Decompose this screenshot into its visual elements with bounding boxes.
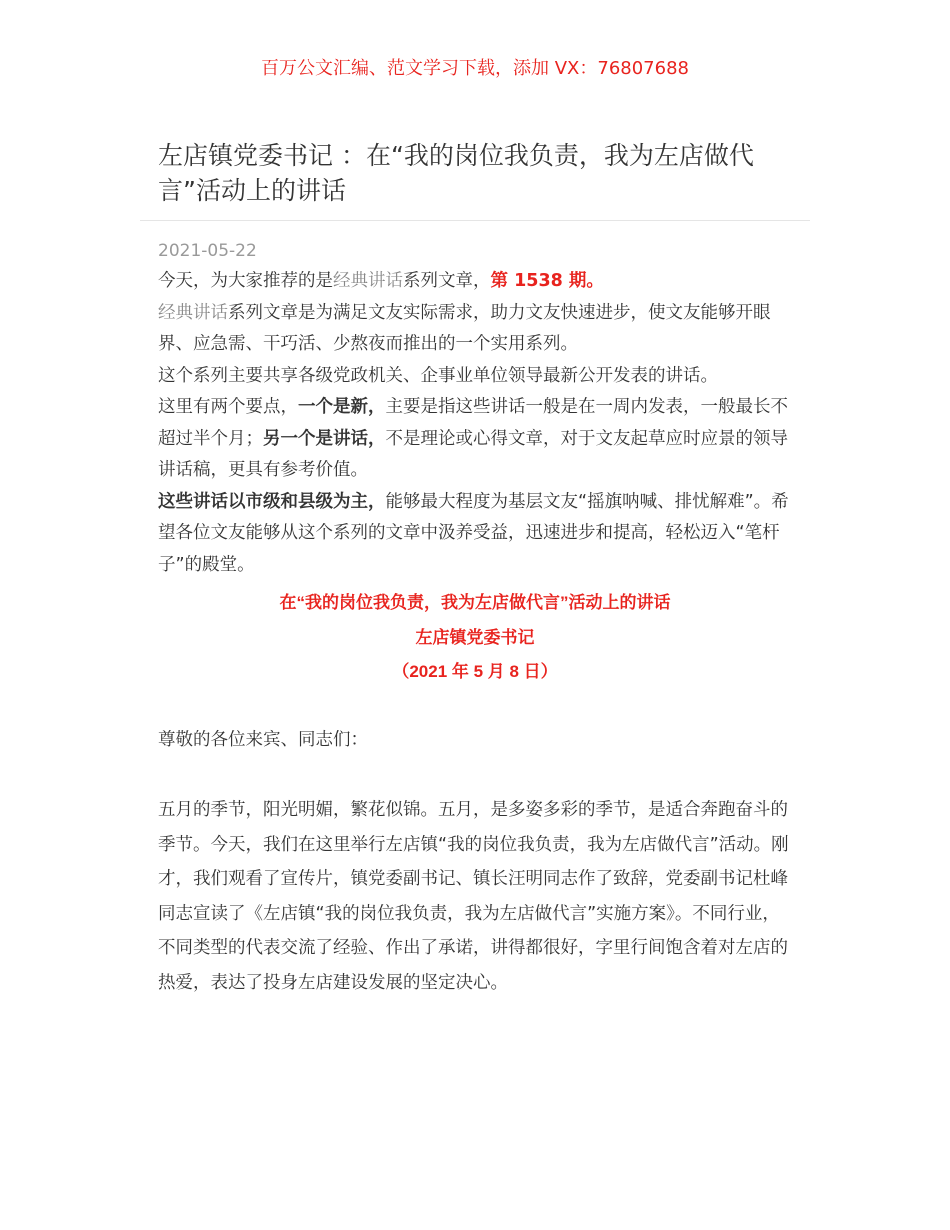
intro-text: 系列文章是为满足文友实际需求，助力文友快速进步，使文友能够开眼界、应急需、干巧活、少熬夜而推出的一个实用系列。 xyxy=(158,302,771,354)
salutation: 尊敬的各位来宾、同志们： xyxy=(158,730,368,750)
series-link[interactable]: 经典讲话 xyxy=(158,302,228,323)
intro-text: 不是理论或心得文章，对于文友起草应时应景的领导讲话稿，更具有参考价值。 xyxy=(158,428,788,480)
article-title: 左店镇党委书记 ：在“我的岗位我负责，我为左店做代言”活动上的讲话 xyxy=(158,141,754,205)
intro-section xyxy=(158,266,794,581)
intro-paragraph: 这个系列主要共享各级党政机关、企事业单位领导最新公开发表的讲话。 xyxy=(158,365,718,386)
speech-body xyxy=(158,793,794,1000)
intro-text: 主要是指这些讲话一般是在一周内发表，一般最长不超过半个月； xyxy=(158,397,788,449)
key-point: 一个是新， xyxy=(298,397,386,417)
speech-heading xyxy=(0,586,950,690)
issue-number: 第 1538 期。 xyxy=(490,271,604,291)
intro-text: 能够最大程度为基层文友“摇旗呐喊、排忧解难”。希望各位文友能够从这个系列的文章中汲养受益，迅速进步和提高，轻松迈入“笔杆子”的殿堂。 xyxy=(158,491,789,575)
key-point: 这些讲话以市级和县级为主， xyxy=(158,491,386,512)
intro-paragraph xyxy=(158,392,794,487)
key-point: 另一个是讲话， xyxy=(263,428,386,449)
intro-text: 系列文章， xyxy=(403,271,491,291)
speech-speaker: 左店镇党委书记 xyxy=(415,627,535,647)
title-divider xyxy=(140,220,810,221)
body-paragraph: 五月的季节，阳光明媚，繁花似锦。五月，是多姿多彩的季节，是适合奔跑奋斗的季节。今天，我们在这里举行左店镇“我的岗位我负责，我为左店做代言”活动。刚才，我们观看了宣传片，镇党委副书记、镇长汪明同志作了致辞，党委副书记杜峰同志宣读了《左店镇“我的岗位我负责，我为左店做代言”实施方案》。不同行业，不同类型的代表交流了经验、作出了承诺，讲得都很好，字里行间饱含着对左店的热爱，表达了投身左店建设发展的坚定决心。 xyxy=(158,800,789,993)
publish-date: 2021-05-22 xyxy=(158,241,257,261)
series-link[interactable]: 经典讲话 xyxy=(333,271,403,291)
speech-date: （2021 年 5 月 8 日） xyxy=(392,662,558,681)
intro-paragraph xyxy=(158,298,794,361)
intro-paragraph xyxy=(158,266,794,298)
intro-paragraph xyxy=(158,487,794,582)
speech-title: 在“我的岗位我负责，我为左店做代言”活动上的讲话 xyxy=(279,593,671,612)
intro-text: 今天，为大家推荐的是 xyxy=(158,271,333,291)
intro-text: 这里有两个要点， xyxy=(158,397,298,417)
promo-banner: 百万公文汇编、范文学习下载，添加 VX：76807688 xyxy=(261,58,689,79)
